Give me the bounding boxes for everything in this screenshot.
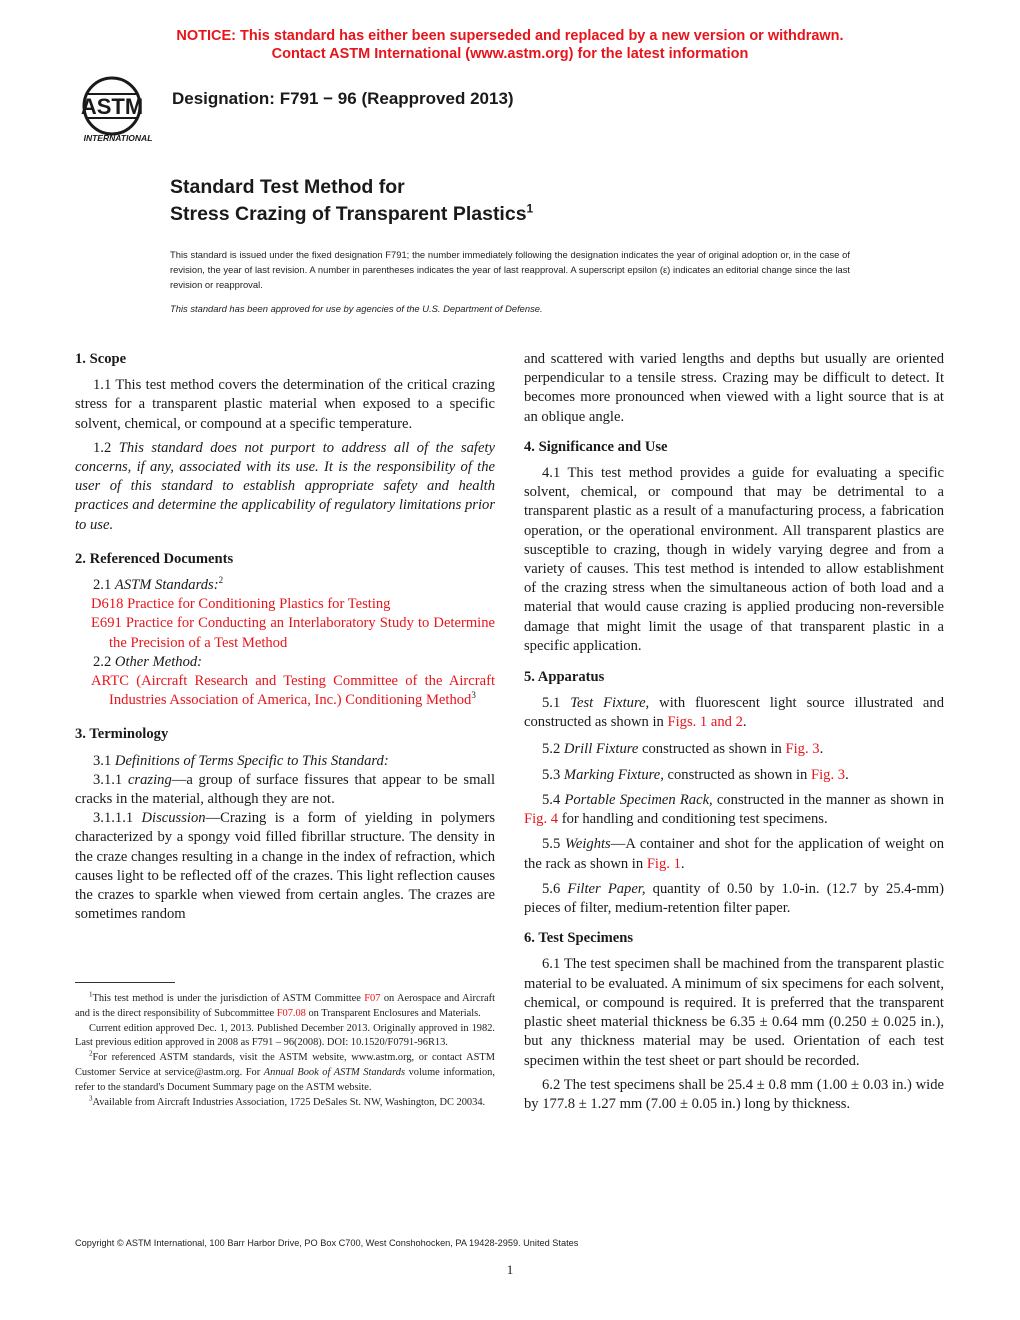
footnote-3: $^3$Available from Aircraft Industries Association, 1725 DeSales St. NW, Washington, DC 20034.: [89, 1094, 486, 1108]
section-2-heading: 2. Referenced Documents: [75, 550, 234, 567]
section-3-heading: 3. Terminology: [75, 726, 169, 743]
document-title: [170, 174, 533, 228]
logo-text: ASTM: [80, 94, 144, 119]
ref-e691: [75, 614, 495, 652]
para-5-2: 5.2 Drill Fixture constructed as shown in Fig. 3.: [542, 740, 824, 757]
logo-subtext: INTERNATIONAL: [83, 133, 153, 143]
footnotes: [75, 992, 495, 1110]
para-1-1: 1.1 This test method covers the determination of the critical crazing stress for a transparent plastic material when exposed to a specific solvent, chemical, or compound at a specific temperature.: [75, 377, 495, 432]
copyright-line: Copyright © ASTM International, 100 Barr Harbor Drive, PO Box C700, West Conshohocken, PA 19428-2959. United States: [75, 1238, 579, 1248]
footnote-rule: [75, 982, 175, 983]
section-1-heading: 1. Scope: [75, 351, 127, 367]
d618-link[interactable]: D618: [91, 596, 124, 613]
para-5-1: 5.1 Test Fixture, with fluorescent light source illustrated and constructed as shown in Figs. 1 and 2.: [524, 695, 944, 731]
title-line-2: Stress Crazing of Transparent Plastics: [170, 203, 527, 225]
para-5-6: 5.6 Filter Paper, quantity of 0.50 by 1.0-in. (12.7 by 25.4-mm) pieces of filter, medium-retention filter paper.: [524, 880, 944, 917]
f07-08-link[interactable]: F07.08: [276, 1007, 306, 1019]
section-6-heading: 6. Test Specimens: [524, 930, 634, 947]
designation: [172, 89, 514, 109]
artc-link[interactable]: ARTC: [91, 673, 130, 690]
ref-d618: [75, 595, 495, 614]
para-1-2: 1.2 This standard does not purport to address all of the safety concerns, if any, associated with its use. It is the responsibility of the user of this standard to establish appropriate safety and health practices and determine the applicability of regulatory limitations prior to use.: [75, 439, 495, 533]
left-column: [75, 350, 495, 924]
para-5-5: 5.5 Weights—A container and shot for the application of weight on the rack as shown in Fig. 1.: [524, 836, 944, 872]
para-5-3: 5.3 Marking Fixture, constructed as shown in Fig. 3.: [542, 766, 849, 783]
figs-1-2-link[interactable]: Figs. 1 and 2: [667, 714, 743, 731]
fig-3-link-2[interactable]: Fig. 3: [811, 766, 846, 783]
para-4-1: 4.1 This test method provides a guide for evaluating a specific solvent, chemical, or compound that may be detrimental to a transparent plastic as a result of a manufacturing process, a fabrication operation, or the operational environment. All transparent plastics are susceptible to crazing, though in widely varying degree and from a variety of causes. This test method is intended to allow establishment of the crazing stress when the simultaneous action of both load and a material that would cause crazing is applied producing non-reversible damage that might limit the usage of that transparent plastic in a specific application.: [524, 465, 944, 654]
astm-logo: [72, 74, 164, 144]
f07-link[interactable]: F07: [364, 993, 381, 1004]
fig-1-link[interactable]: Fig. 1: [646, 855, 681, 872]
section-5-heading: 5. Apparatus: [524, 669, 605, 686]
para-6-1: 6.1 The test specimen shall be machined from the transparent plastic material to be evaluated. A minimum of six specimens for each solvent, chemical, or compound is required. It is preferred that the transparent plastic sheet material thickness be 6.35 ± 0.64 mm (0.250 ± 0.025 in.), but any thickness material may be used. Orientation of each test specimen within the test sheet or part should be recorded.: [524, 956, 944, 1069]
footnote-1: $^1$This test method is under the jurisdiction of ASTM Committee F07 on Aerospace and Aircraft and is the direct responsibility of Subcommittee F07.08 on Transparent Enclosures and Materials.: [75, 990, 495, 1019]
notice-line-2: Contact ASTM International (www.astm.org) for the latest information: [271, 46, 749, 62]
artc-title: (Aircraft Research and Testing Committee of the Aircraft Industries Association of America, Inc.) Conditioning Method: [109, 673, 496, 709]
para-3-1: 3.1 Definitions of Terms Specific to This Standard:: [93, 752, 389, 769]
e691-link[interactable]: E691: [91, 615, 122, 632]
para-6-2: 6.2 The test specimens shall be 25.4 ± 0.8 mm (1.00 ± 0.03 in.) wide by 177.8 ± 1.27 mm (7.00 ± 0.05 in.) long by thickness.: [524, 1076, 944, 1112]
scope-continuation: and scattered with varied lengths and depths but usually are oriented perpendicular to a tensile stress. Crazing may be difficult to detect. It becomes more pronounced when viewed with a light source that is at an oblique angle.: [524, 351, 944, 425]
issuance-note: This standard is issued under the fixed designation F791; the number immediately following the designation indicates the year of original adoption or, in the case of revision, the year of last revision. A number in parentheses indicates the year of last reapproval. A superscript epsilon (ε) indicates an editorial change since the last revision or reapproval.: [170, 249, 850, 290]
withdrawn-notice: [0, 27, 1020, 63]
page-number: 1: [506, 1262, 514, 1277]
section-4-heading: 4. Significance and Use: [524, 438, 668, 455]
para-3-1-1: 3.1.1 crazing—a group of surface fissures that appear to be small cracks in the material, although they are not.: [75, 771, 496, 808]
para-2-1: 2.1 ASTM Standards:$^2$: [93, 575, 224, 594]
footnote-2: $^2$For referenced ASTM standards, visit the ASTM website, www.astm.org, or contact ASTM Customer Service at service@astm.org. For Annual Book of ASTM Standards volume information, refer to the standard's Document Summary page on the ASTM website.: [75, 1049, 495, 1093]
ref-artc: ARTC (Aircraft Research and Testing Committee of the Aircraft Industries Association of America, Inc.) Conditioning Method$^3$: [91, 673, 496, 709]
designation-label: Designation:: [172, 89, 275, 108]
para-3-1-1-1: 3.1.1.1 Discussion—Crazing is a form of yielding in polymers characterized by a spongy void filled fibrillar structure. The density in the craze changes resulting in a change in the index of refraction, which causes light to be reflected off of the crazes. This light reflection causes the crazes to sparkle when viewed from certain angles. The crazes are sometimes random: [75, 810, 496, 923]
para-2-2: 2.2 Other Method:: [93, 653, 203, 670]
para-5-4: 5.4 Portable Specimen Rack, constructed in the manner as shown in Fig. 4 for handling and conditioning test specimens.: [524, 792, 944, 828]
right-column: [524, 350, 944, 1114]
footnote-edition: Current edition approved Dec. 1, 2013. Published December 2013. Originally approved in 1982. Last previous edition approved in 2008 as F791 – 96(2008). DOI: 10.1520/F0791-96R13.: [75, 1022, 495, 1049]
e691-title: Practice for Conducting an Interlaboratory Study to Determine the Precision of a Test Method: [109, 615, 496, 651]
notice-line-1: NOTICE: This standard has either been superseded and replaced by a new version or withdrawn.: [176, 28, 844, 44]
fig-4-link[interactable]: Fig. 4: [524, 811, 559, 828]
title-line-1: Standard Test Method for: [170, 176, 405, 198]
title-footnote-mark: 1: [526, 201, 534, 216]
fig-3-link[interactable]: Fig. 3: [785, 740, 820, 757]
dod-approval-note: This standard has been approved for use by agencies of the U.S. Department of Defense.: [170, 303, 543, 314]
astm-logo-mark: [72, 74, 164, 144]
d618-title: Practice for Conditioning Plastics for Testing: [127, 596, 391, 613]
designation-value: F791 − 96 (Reapproved 2013): [279, 89, 514, 108]
